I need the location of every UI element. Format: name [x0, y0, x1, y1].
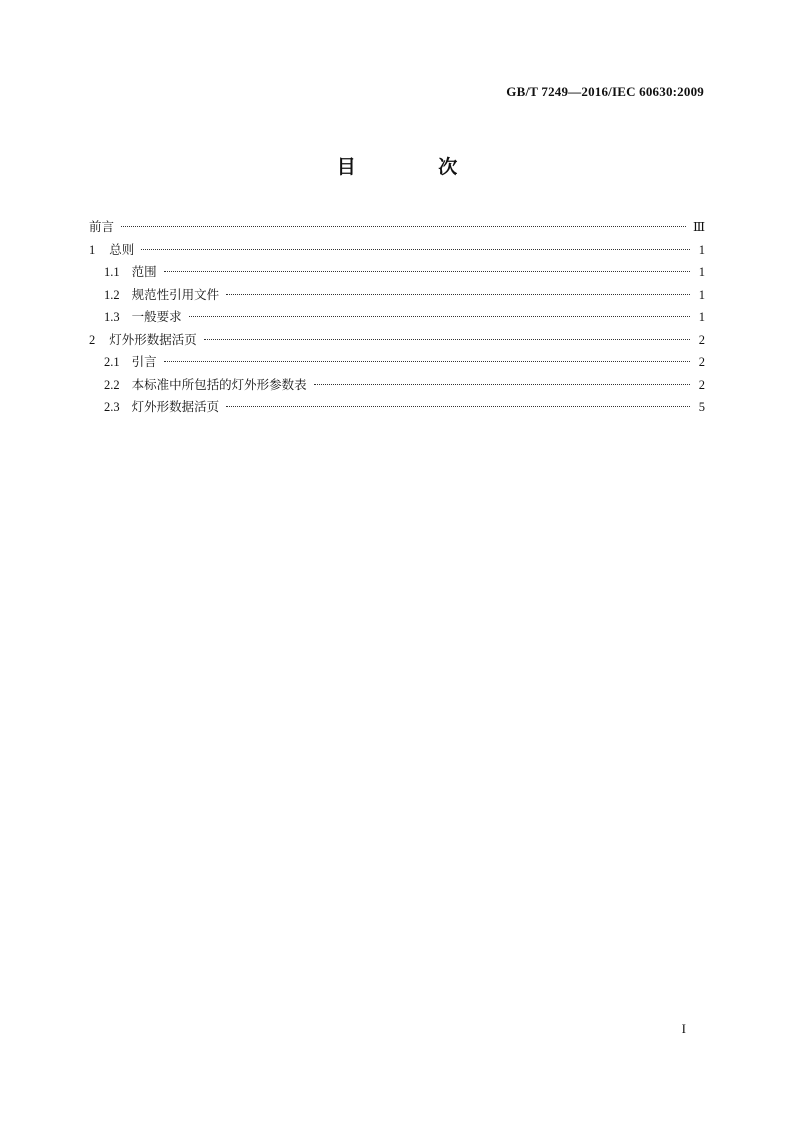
page-title: 目 次	[336, 156, 496, 178]
toc-leader-dots	[164, 361, 690, 362]
toc-leader-dots	[226, 294, 690, 295]
toc-section-number: 2	[89, 332, 96, 347]
toc-section-number: 1	[89, 242, 96, 257]
page-number: I	[681, 1021, 686, 1036]
toc-page-number: 5	[698, 400, 705, 414]
toc-page-number: 1	[698, 287, 705, 302]
toc-label: 总则	[109, 241, 135, 257]
toc-entry-1-1[interactable]	[89, 261, 705, 284]
toc-label: 灯外形数据活页	[131, 399, 220, 414]
toc-entry-2-1[interactable]	[89, 351, 705, 374]
toc-page-number: Ⅲ	[692, 220, 705, 234]
table-of-contents	[89, 216, 705, 419]
toc-leader-dots	[141, 249, 690, 250]
standard-code: GB/T 7249—2016/IEC 60630:2009	[506, 84, 704, 99]
toc-entry-foreword[interactable]	[89, 216, 705, 239]
toc-section-number: 2.3	[104, 400, 120, 414]
toc-leader-dots	[121, 226, 686, 227]
toc-section-number: 1.1	[104, 265, 120, 279]
toc-page-number: 1	[698, 265, 705, 279]
toc-leader-dots	[204, 339, 690, 340]
toc-leader-dots	[314, 384, 690, 385]
toc-entry-2[interactable]	[89, 329, 705, 352]
toc-label: 一般要求	[131, 309, 182, 324]
toc-section-number: 2.1	[104, 355, 120, 369]
toc-entry-2-2[interactable]	[89, 374, 705, 397]
toc-label: 本标准中所包括的灯外形参数表	[131, 376, 307, 392]
toc-entry-1-3[interactable]	[89, 306, 705, 329]
toc-leader-dots	[189, 316, 690, 317]
toc-page-number: 1	[698, 242, 705, 257]
toc-entry-2-3[interactable]	[89, 396, 705, 419]
toc-section-number: 1.3	[104, 310, 120, 324]
toc-entry-1-2[interactable]	[89, 284, 705, 307]
toc-label: 灯外形数据活页	[109, 331, 197, 347]
toc-leader-dots	[164, 271, 690, 272]
toc-page-number: 2	[698, 377, 705, 392]
toc-page-number: 1	[698, 310, 705, 324]
toc-section-number: 2.2	[104, 377, 120, 392]
toc-page-number: 2	[698, 332, 705, 347]
toc-label: 引言	[131, 354, 157, 369]
toc-section-number: 1.2	[104, 287, 120, 302]
toc-leader-dots	[226, 406, 690, 407]
toc-page-number: 2	[698, 355, 705, 369]
toc-label: 范围	[131, 264, 157, 279]
toc-label: 规范性引用文件	[131, 286, 220, 302]
toc-label: 前言	[89, 219, 115, 234]
toc-entry-1[interactable]	[89, 239, 705, 262]
